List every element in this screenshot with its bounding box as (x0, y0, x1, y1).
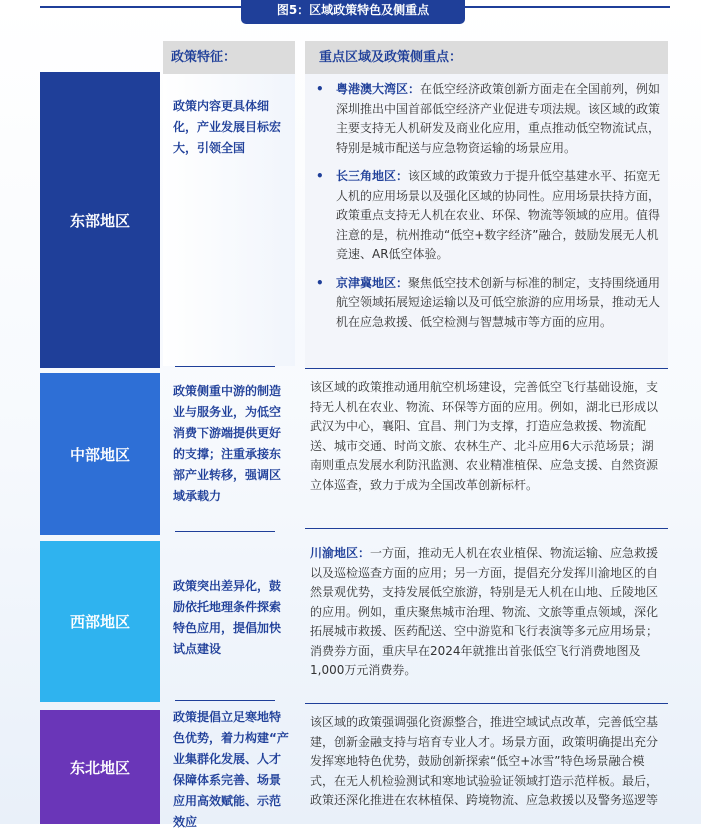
region-central-label: 中部地区 (69, 445, 130, 464)
region-northeast (40, 710, 160, 824)
region-east-label: 东部地区 (69, 211, 130, 230)
region-west-label: 西部地区 (69, 613, 130, 631)
list-item: • 粤港澳大湾区：在低空经济政策创新方面走在全国前列，例如深圳推出中国首部低空经济产业促进专项法规。该区域的政策主要支持无人机研发及商业化应用，重点推动低空物流试点，特别是城市配送与应急物资运输的场景应用。 (316, 82, 661, 155)
region-west (40, 541, 160, 702)
header-focus: 重点区域及政策侧重点： (305, 41, 668, 75)
feature-west-rule (175, 700, 275, 701)
title-rule-right (460, 6, 670, 8)
list-item: • 京津冀地区：聚焦低空技术创新与标准的制定，支持围绕通用航空领域拓展短途运输以及可低空旅游的应用场景，推动无人机在应急救援、低空检测与智慧城市等方面的应用。 (316, 275, 661, 329)
focus-west-rule (305, 703, 668, 704)
header-feature: 政策特征： (163, 41, 295, 75)
region-central (40, 373, 160, 535)
focus-west: 川渝地区：一方面，推动无人机在农业植保、物流运输、应急救援以及巡检巡查方面的应用；另一方面，提倡充分发挥川渝地区的自然景观优势，支持发展低空旅游，特别是无人机在山地、丘陵地区的应用。例如，重庆聚焦城市治理、物流、文旅等重点领域，深化拓展城市救援、医药配送、空中游览和飞行表演等多元应用场景；消费券方面，重庆早在2024年就推出首张低空飞行消费地图及1,000万元消费券。 (310, 546, 659, 677)
feature-east-rule (175, 366, 275, 367)
feature-east: 政策内容更具体细化，产业发展目标宏大，引领全国 (173, 99, 282, 155)
feature-central: 政策侧重中游的制造业与服务业，为低空消费下游端提供更好的支撑；注重承接东部产业转移，强调区域承载力 (173, 384, 282, 503)
focus-central: 该区域的政策推动通用航空机场建设，完善低空飞行基础设施，支持无人机在农业、物流、环保等方面的应用。例如，湖北已形成以武汉为中心，襄阳、宜昌、荆门为支撑，打造应急救援、物流配送、城市交通、时尚文旅、农林生产、北斗应用6大示范场景；湖南则重点发展水利防汛监测、农业精准植保、应急支援、自然资源立体巡查，致力于成为全国改革创新标杆。 (310, 380, 659, 492)
list-item: • 长三角地区：该区域的政策致力于提升低空基建水平、拓宽无人机的应用场景以及强化区域的协同性。应用场景扶持方面，政策重点支持无人机在农业、环保、物流等领域的应用。值得注意的是，杭州推动“低空+数字经济”融合，鼓励发展无人机竞速、AR低空体验。 (316, 169, 661, 261)
focus-east-list (314, 80, 664, 341)
figure-title: 图5：区域政策特色及侧重点 (241, 0, 465, 24)
region-east (40, 72, 160, 368)
focus-northeast: 该区域的政策强调强化资源整合，推进空域试点改革，完善低空基建，创新金融支持与培育专业人才。场景方面，政策明确提出充分发挥寒地特色优势，鼓励创新探索“低空+冰雪”特色场景融合模式，在无人机检验测试和寒地试验验证领域打造示范样板。最后，政策还深化推进在农林植保、跨境物流、应急救援以及警务巡逻等 (310, 715, 659, 807)
focus-central-rule (305, 528, 668, 529)
region-northeast-label: 东北地区 (69, 758, 130, 777)
title-rule-left (40, 6, 245, 8)
feature-west: 政策突出差异化，鼓励依托地理条件探索特色应用，提倡加快试点建设 (173, 579, 282, 656)
focus-east-rule (305, 368, 668, 369)
feature-northeast: 政策提倡立足寒地特色优势，着力构建“产业集群化发展、人才保障体系完善、场景应用高效赋能、示范效应 (173, 710, 289, 829)
feature-central-rule (175, 531, 275, 532)
